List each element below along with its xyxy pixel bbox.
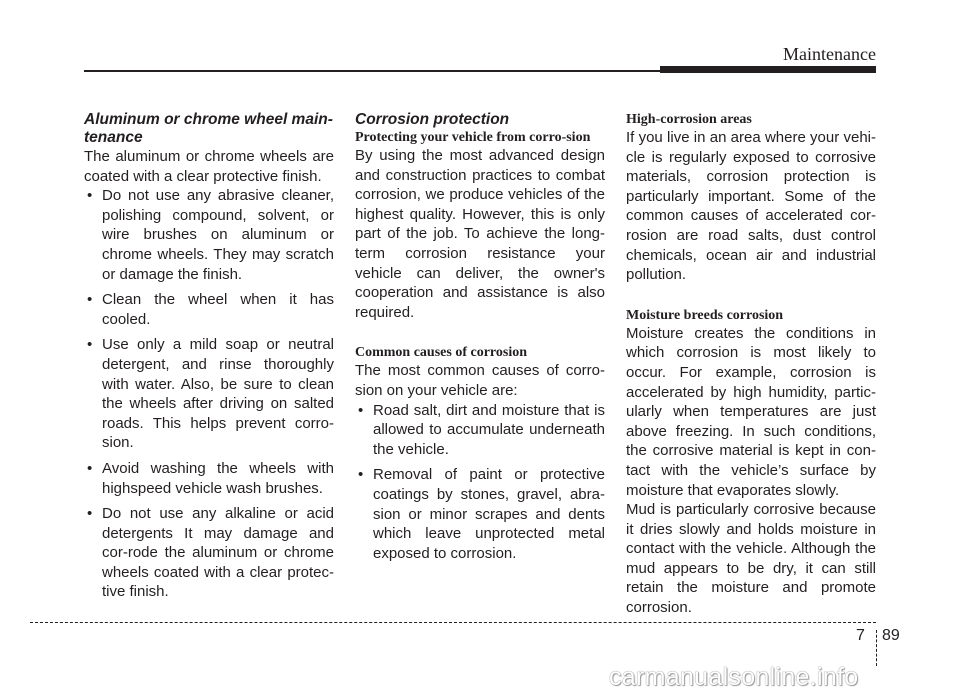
bullet-icon: • [358,401,364,419]
moisture-paragraph: Moisture creates the conditions in which corrosion is most likely to occur. For example, corrosion is accelerated by high humidity, partic-ularly when temperatures are just above freezing. In such conditions, the corrosive material is kept in con-tact with the vehicle’s surface by moisture that evaporates slowly. [626,324,876,499]
header-rule [84,70,660,72]
wheel-intro-paragraph: The aluminum or chrome wheels are coated with a clear protective finish. [84,148,334,185]
list-item: • Road salt, dirt and moisture that is allowed to accumulate underneath the vehicle. [358,401,605,458]
list-item: • Clean the wheel when it has cooled. [87,291,334,328]
subhead-high-corrosion-areas: High-corrosion areas [626,112,752,127]
bullet-icon: • [87,505,93,523]
corrosion-intro-paragraph: By using the most advanced design and construction practices to combat corrosion, we produce vehicles of the highest quality. However, this is only part of the job. To achieve the long-term corrosion resistance your vehicle can deliver, the owner's cooperation and assistance is also required. [355,147,605,321]
footer-dashed-divider [876,630,877,666]
mud-paragraph: Mud is particularly corrosive because it dries slowly and holds moisture in contact with the vehicle. Although the mud appears to be dry, it can still retain the moisture and promote corrosion. [626,501,876,617]
section-title-corrosion-protection: Corrosion protection [355,111,510,128]
list-item: • Use only a mild soap or neutral detergent, and rinse thoroughly with water. Also, be sure to clean the wheels after driving on salted roads. This helps prevent corro-sion. [87,336,334,452]
column-right [626,111,876,618]
list-item: • Do not use any alkaline or acid detergents It may damage and cor-rode the aluminum or chrome wheels coated with a clear protec-tive finish. [87,505,334,601]
subhead-protecting-vehicle: Protecting your vehicle from corro-sion [355,130,591,145]
page-header-title: Maintenance [783,44,876,64]
page-number: 89 [882,627,900,644]
footer-dashed-rule [30,622,876,623]
watermark-text: carmanualsonline.info [609,663,859,691]
section-title-wheel-maintenance: Aluminum or chrome wheel main-tenance [84,111,333,146]
column-middle [355,111,605,569]
subhead-moisture-breeds-corrosion: Moisture breeds corrosion [626,307,784,323]
bullet-icon: • [87,291,93,309]
header-rule-accent [660,66,876,73]
list-item: • Avoid washing the wheels with highspeed vehicle wash brushes. [87,459,334,497]
bullet-icon: • [87,336,93,354]
list-item: • Removal of paint or protective coatings by stones, gravel, abra-sion or minor scrapes and dents which leave unprotected metal exposed to corrosion. [358,466,605,562]
column-left [84,111,334,608]
wheel-care-list [84,186,334,602]
subhead-common-causes: Common causes of corrosion [355,345,528,361]
list-item: • Do not use any abrasive cleaner, polishing compound, solvent, or wire brushes on aluminum or chrome wheels. They may scratch or damage the finish. [87,187,334,283]
corrosion-causes-list [355,401,605,564]
high-corrosion-paragraph: If you live in an area where your vehi-cle is regularly exposed to corrosive materials, corrosion protection is particularly important. Some of the common causes of accelerated cor-rosion are road salts, dust control chemicals, ocean air and industrial pollution. [626,129,876,284]
bullet-icon: • [87,459,93,477]
chapter-number: 7 [856,627,865,644]
common-causes-paragraph: The most common causes of corro-sion on your vehicle are: [355,362,605,399]
bullet-icon: • [358,466,364,484]
bullet-icon: • [87,187,93,205]
